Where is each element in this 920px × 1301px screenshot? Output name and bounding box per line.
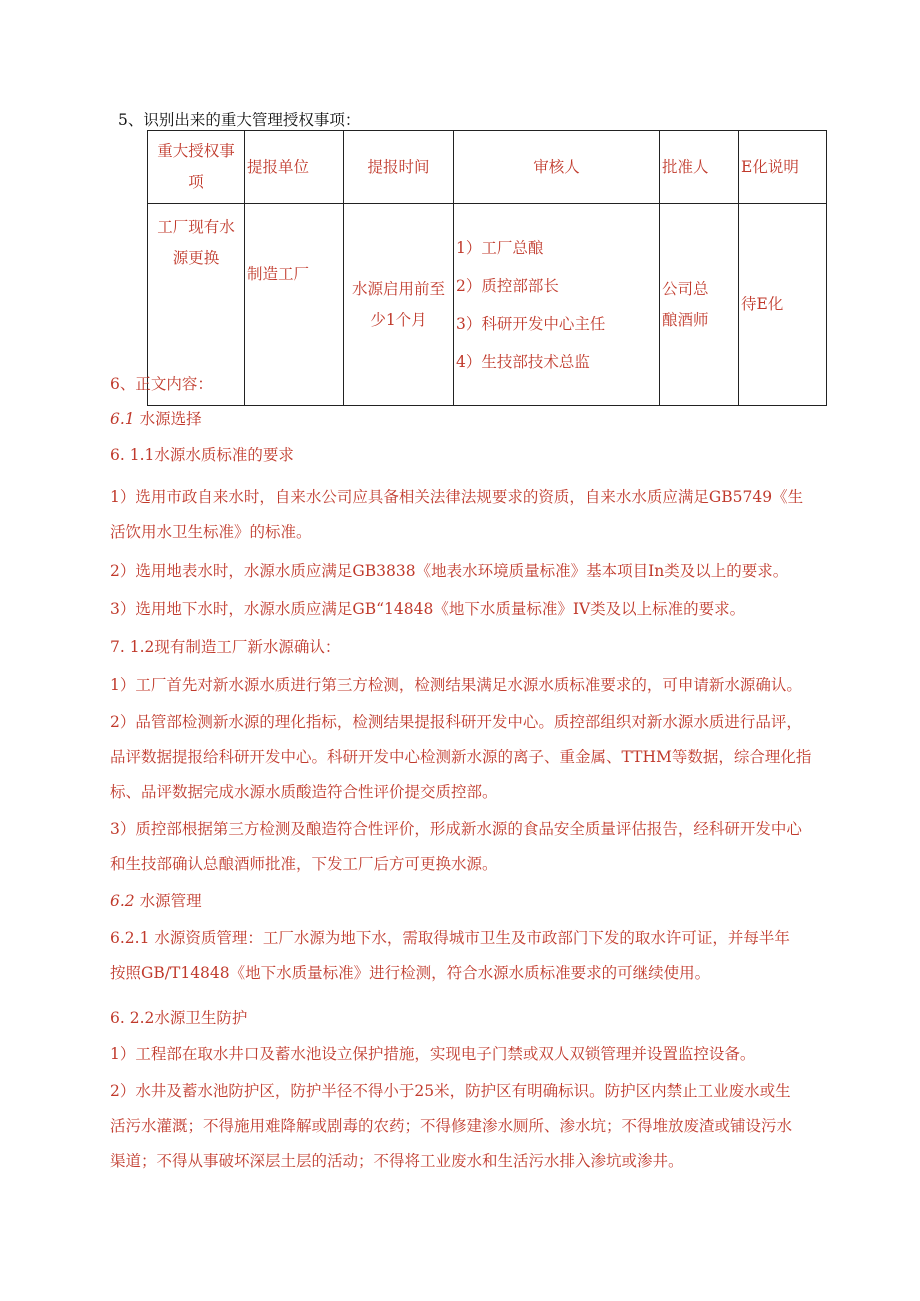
section-6-title: 6、正文内容： xyxy=(110,375,213,393)
section-6-2-title: 水源管理 xyxy=(139,892,202,910)
section-6-1-title: 水源选择 xyxy=(139,410,202,428)
paragraph-line: 活污水灌溉；不得施用难降解或剧毒的农药；不得修建渗水厕所、渗水坑；不得堆放废渣或铺设污水 xyxy=(110,1117,793,1135)
paragraph-line: 2）水井及蓄水池防护区，防护半径不得小于25米，防护区有明确标识。防护区内禁止工业废水或生 xyxy=(110,1082,791,1100)
section-6-1-heading xyxy=(110,401,880,438)
paragraph-line: 1）工厂首先对新水源水质进行第三方检测，检测结果满足水源水质标准要求的，可申请新水源确认。 xyxy=(110,676,802,694)
section-6-2-2-heading: 6. 2.2水源卫生防护 xyxy=(110,1009,248,1027)
paragraph-line: 6.2.1 水源资质管理：工厂水源为地下水，需取得城市卫生及市政部门下发的取水许可证，并每半年 xyxy=(110,929,790,947)
reviewer-item: 1）工厂总酿 xyxy=(456,238,544,257)
paragraph-line: 3）选用地下水时，水源水质应满足GB“14848《地下水质量标准》IV类及以上标准的要求。 xyxy=(110,600,746,618)
paragraph-line: 渠道；不得从事破坏深层土层的活动；不得将工业废水和生活污水排入渗坑或渗井。 xyxy=(110,1152,684,1170)
authorization-table xyxy=(147,130,827,406)
section-6-2-heading xyxy=(110,883,880,920)
paragraph-line: 2）选用地表水时，水源水质应满足GB3838《地表水环境质量标准》基本项目In类及以上的要求。 xyxy=(110,562,789,580)
paragraph-line: 活饮用水卫生标准》的标准。 xyxy=(110,523,312,541)
header-reviewer: 审核人 xyxy=(454,131,660,204)
cell-e-note: 待E化 xyxy=(739,204,827,406)
paragraph-line: 和生技部确认总酿酒师批准，下发工厂后方可更换水源。 xyxy=(110,855,498,873)
reviewer-item: 4）生技部技术总监 xyxy=(456,352,590,371)
reviewer-item: 2）质控部部长 xyxy=(456,276,559,295)
cell-approver-line: 酿酒师 xyxy=(662,310,709,329)
section-6-1-1-heading: 6. 1.1水源水质标准的要求 xyxy=(110,446,294,464)
paragraph-line: 3）质控部根据第三方检测及酿造符合性评价，形成新水源的食品安全质量评估报告，经科研开发中心 xyxy=(110,820,802,838)
header-item xyxy=(148,131,245,204)
header-item-line: 重大授权事 xyxy=(157,142,235,160)
cell-item-line: 源更换 xyxy=(172,249,220,267)
header-item-line: 项 xyxy=(188,173,204,191)
reviewer-item: 3）科研开发中心主任 xyxy=(456,314,606,333)
cell-time-line: 少1个月 xyxy=(370,310,427,329)
header-unit: 提报单位 xyxy=(245,131,344,204)
header-approver: 批准人 xyxy=(660,131,739,204)
cell-time-line: 水源启用前至 xyxy=(351,279,445,298)
paragraph-line: 1）选用市政自来水时，自来水公司应具备相关法律法规要求的资质，自来水水质应满足GB5749《生 xyxy=(110,488,804,506)
header-time: 提报时间 xyxy=(344,131,454,204)
paragraph-line: 按照GB/T14848《地下水质量标准》进行检测，符合水源水质标准要求的可继续使用。 xyxy=(110,964,711,982)
cell-approver-line: 公司总 xyxy=(662,279,709,298)
paragraph-line: 品评数据提报给科研开发中心。科研开发中心检测新水源的离子、重金属、TTHM等数据，综合理化指 xyxy=(110,748,812,766)
paragraph-line: 1）工程部在取水井口及蓄水池设立保护措施，实现电子门禁或双人双锁管理并设置监控设备。 xyxy=(110,1045,756,1063)
paragraph-line: 标、品评数据完成水源水质酸造符合性评价提交质控部。 xyxy=(110,783,498,801)
cell-item-line: 工厂现有水 xyxy=(157,218,235,236)
section-6-2-number: 6.2 xyxy=(110,892,135,910)
table-header-row xyxy=(148,131,827,204)
section-5-title: 5、识别出来的重大管理授权事项： xyxy=(118,111,361,129)
section-6-1-number: 6.1 xyxy=(110,410,135,428)
header-e-note: E化说明 xyxy=(739,131,827,204)
cell-unit: 制造工厂 xyxy=(245,204,344,406)
section-6-1-2-heading: 7. 1.2现有制造工厂新水源确认： xyxy=(110,638,341,656)
paragraph-line: 2）品管部检测新水源的理化指标，检测结果提报科研开发中心。质控部组织对新水源水质进行品评， xyxy=(110,713,802,731)
